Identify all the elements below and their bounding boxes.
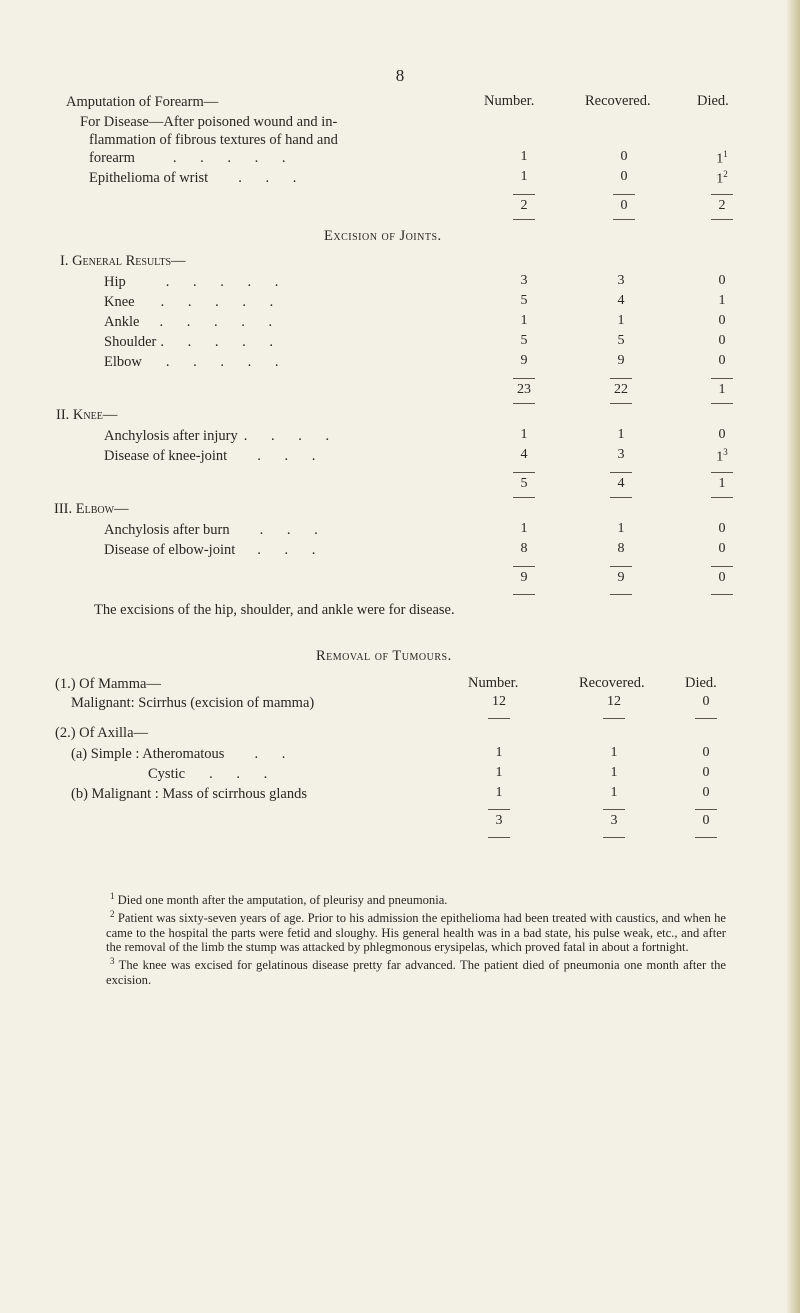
cell-died: 1 bbox=[718, 293, 726, 308]
total-number: 5 bbox=[520, 476, 528, 491]
cell-recovered: 3 bbox=[617, 447, 625, 462]
page-edge bbox=[786, 0, 800, 1313]
footnote-ref: 2 bbox=[723, 169, 728, 179]
total-number: 2 bbox=[520, 198, 528, 213]
rule bbox=[711, 566, 733, 567]
cell-recovered: 5 bbox=[617, 333, 625, 348]
footnote-text: Patient was sixty-seven years of age. Prior to his admission the epithelioma had been treated with caustics, and when he came to the hospital the parts were fetid and sloughy. His general health was in a bad state, his pulse weak, etc., and after the removal of the limb the stump was attacked by phlegmonous erysipelas, which proved fatal in about a fortnight. bbox=[106, 911, 726, 954]
cell-died: 0 bbox=[718, 333, 726, 348]
rule bbox=[711, 472, 733, 473]
rule bbox=[488, 718, 510, 719]
row-label: (b) Malignant : Mass of scirrhous glands bbox=[71, 786, 307, 802]
footnotes bbox=[106, 889, 726, 987]
rule bbox=[711, 194, 733, 195]
total-recovered: 0 bbox=[620, 198, 628, 213]
subsection-heading: (2.) Of Axilla— bbox=[55, 725, 149, 741]
footnote-mark: 1 bbox=[110, 891, 115, 901]
row-label-text: forearm bbox=[89, 150, 135, 166]
col-header-recovered: Recovered. bbox=[579, 675, 645, 691]
total-number: 9 bbox=[520, 570, 528, 585]
footnote bbox=[106, 907, 726, 954]
page-number: 8 bbox=[395, 66, 405, 85]
total-recovered: 4 bbox=[617, 476, 625, 491]
cell-died: 0 bbox=[702, 745, 710, 760]
total-recovered: 22 bbox=[614, 382, 628, 397]
subsection-heading: (1.) Of Mamma— bbox=[55, 676, 161, 692]
rule bbox=[603, 837, 625, 838]
cell-number: 1 bbox=[520, 149, 528, 164]
row-label: Hip . . . . . bbox=[104, 274, 289, 290]
rule bbox=[695, 837, 717, 838]
cell-died: 0 bbox=[718, 273, 726, 288]
rule bbox=[610, 497, 632, 498]
rule bbox=[613, 219, 635, 220]
footnote-ref: 3 bbox=[723, 447, 728, 457]
row-label: Knee . . . . . bbox=[104, 294, 284, 310]
cell-recovered: 0 bbox=[620, 169, 628, 184]
cell-recovered: 1 bbox=[610, 765, 618, 780]
rule bbox=[513, 378, 535, 379]
row-label-line: For Disease—After poisoned wound and in- bbox=[80, 114, 338, 130]
footnote-text: The knee was excised for gelatinous disease pretty far advanced. The patient died of pneumonia one month after the excision. bbox=[106, 958, 726, 987]
col-header-recovered: Recovered. bbox=[585, 93, 651, 109]
cell-died bbox=[702, 169, 742, 188]
rule bbox=[610, 403, 632, 404]
subsection-heading: I. General Results— bbox=[60, 253, 186, 269]
rule bbox=[513, 472, 535, 473]
col-header-died: Died. bbox=[697, 93, 729, 109]
rule bbox=[610, 472, 632, 473]
cell-number: 4 bbox=[520, 447, 528, 462]
rule bbox=[513, 594, 535, 595]
rule bbox=[610, 378, 632, 379]
row-label: Anchylosis after burn . . . bbox=[104, 522, 328, 538]
row-label-text: Ankle bbox=[104, 314, 140, 330]
cell-died-value: 1 bbox=[716, 449, 724, 465]
cell-recovered: 4 bbox=[617, 293, 625, 308]
cell-died: 0 bbox=[718, 427, 726, 442]
row-label-line: Epithelioma of wrist . . . bbox=[89, 170, 307, 186]
cell-number: 1 bbox=[495, 765, 503, 780]
cell-number: 1 bbox=[495, 785, 503, 800]
cell-died: 0 bbox=[718, 353, 726, 368]
cell-died bbox=[702, 447, 742, 466]
amputation-title: Amputation of Forearm— bbox=[66, 94, 219, 110]
row-label: Disease of elbow-joint . . . bbox=[104, 542, 326, 558]
col-header-number: Number. bbox=[468, 675, 519, 691]
rule bbox=[711, 403, 733, 404]
cell-recovered: 1 bbox=[617, 427, 625, 442]
rule bbox=[513, 566, 535, 567]
total-died: 1 bbox=[718, 382, 726, 397]
cell-recovered: 1 bbox=[610, 745, 618, 760]
rule bbox=[711, 378, 733, 379]
row-label: Elbow . . . . . bbox=[104, 354, 289, 370]
cell-number: 1 bbox=[520, 427, 528, 442]
cell-number: 1 bbox=[520, 169, 528, 184]
rule bbox=[711, 219, 733, 220]
cell-died bbox=[702, 149, 742, 168]
total-died: 2 bbox=[718, 198, 726, 213]
rule bbox=[610, 566, 632, 567]
row-label-line: flammation of fibrous textures of hand and bbox=[89, 132, 338, 148]
rule bbox=[488, 809, 510, 810]
footnote-ref: 1 bbox=[723, 149, 728, 159]
row-label-line: forearm . . . . . bbox=[89, 150, 296, 166]
row-label: Anchylosis after injury . . . . bbox=[104, 428, 340, 444]
rule bbox=[603, 809, 625, 810]
total-died: 0 bbox=[718, 570, 726, 585]
row-label-text: Epithelioma of wrist bbox=[89, 170, 209, 186]
row-label-text: Hip bbox=[104, 274, 126, 290]
cell-recovered: 8 bbox=[617, 541, 625, 556]
subsection-heading: III. Elbow— bbox=[54, 501, 129, 517]
rule bbox=[711, 497, 733, 498]
row-label: (a) Simple : Atheromatous . . bbox=[71, 746, 296, 762]
row-label-text: Cystic bbox=[148, 766, 186, 782]
row-label-text: Elbow bbox=[104, 354, 142, 370]
cell-recovered: 1 bbox=[617, 313, 625, 328]
total-recovered: 9 bbox=[617, 570, 625, 585]
row-label: Malignant: Scirrhus (excision of mamma) bbox=[71, 695, 315, 711]
rule bbox=[613, 194, 635, 195]
cell-number: 1 bbox=[520, 521, 528, 536]
cell-number: 8 bbox=[520, 541, 528, 556]
total-died: 0 bbox=[702, 813, 710, 828]
cell-number: 3 bbox=[520, 273, 528, 288]
cell-number: 5 bbox=[520, 293, 528, 308]
row-label-text: Knee bbox=[104, 294, 135, 310]
cell-recovered: 0 bbox=[620, 149, 628, 164]
rule bbox=[695, 809, 717, 810]
excision-note: The excisions of the hip, shoulder, and ankle were for disease. bbox=[94, 602, 455, 618]
row-label-text: Anchylosis after injury bbox=[104, 428, 238, 444]
footnote-mark: 2 bbox=[110, 909, 115, 920]
cell-died-value: 1 bbox=[716, 151, 724, 167]
subsection-heading: II. Knee— bbox=[56, 407, 118, 423]
total-recovered: 3 bbox=[610, 813, 618, 828]
cell-died: 0 bbox=[718, 313, 726, 328]
cell-died: 0 bbox=[702, 765, 710, 780]
rule bbox=[711, 594, 733, 595]
cell-recovered: 12 bbox=[607, 694, 621, 709]
cell-recovered: 1 bbox=[610, 785, 618, 800]
rule bbox=[513, 219, 535, 220]
cell-number: 1 bbox=[495, 745, 503, 760]
rule bbox=[513, 403, 535, 404]
cell-number: 5 bbox=[520, 333, 528, 348]
col-header-number: Number. bbox=[484, 93, 535, 109]
row-label-text: Anchylosis after burn bbox=[104, 522, 230, 538]
cell-number: 1 bbox=[520, 313, 528, 328]
cell-number: 12 bbox=[492, 694, 506, 709]
rule bbox=[488, 837, 510, 838]
row-label: Cystic . . . bbox=[148, 766, 278, 782]
cell-recovered: 3 bbox=[617, 273, 625, 288]
cell-died: 0 bbox=[702, 694, 710, 709]
section-title-tumours: Removal of Tumours. bbox=[316, 648, 452, 664]
rule bbox=[513, 497, 535, 498]
total-number: 23 bbox=[517, 382, 531, 397]
footnote bbox=[106, 889, 726, 907]
row-label: Disease of knee-joint . . . bbox=[104, 448, 326, 464]
section-title-excision: Excision of Joints. bbox=[324, 228, 442, 244]
footnote-text: Died one month after the amputation, of pleurisy and pneumonia. bbox=[117, 893, 448, 908]
cell-recovered: 9 bbox=[617, 353, 625, 368]
cell-died-value: 1 bbox=[716, 171, 724, 187]
cell-died: 0 bbox=[718, 521, 726, 536]
row-label-text: Disease of knee-joint bbox=[104, 448, 228, 464]
rule bbox=[513, 194, 535, 195]
row-label: Shoulder . . . . . bbox=[104, 334, 283, 350]
rule bbox=[695, 718, 717, 719]
footnote-mark: 3 bbox=[110, 956, 115, 967]
rule bbox=[603, 718, 625, 719]
total-number: 3 bbox=[495, 813, 503, 828]
cell-died: 0 bbox=[702, 785, 710, 800]
row-label-text: Shoulder bbox=[104, 334, 157, 350]
row-label: Ankle . . . . . bbox=[104, 314, 283, 330]
cell-died: 0 bbox=[718, 541, 726, 556]
row-label-text: (a) Simple : Atheromatous bbox=[71, 746, 225, 762]
row-label-text: Disease of elbow-joint bbox=[104, 542, 236, 558]
cell-number: 9 bbox=[520, 353, 528, 368]
col-header-died: Died. bbox=[685, 675, 717, 691]
total-died: 1 bbox=[718, 476, 726, 491]
rule bbox=[610, 594, 632, 595]
cell-recovered: 1 bbox=[617, 521, 625, 536]
footnote bbox=[106, 954, 726, 987]
